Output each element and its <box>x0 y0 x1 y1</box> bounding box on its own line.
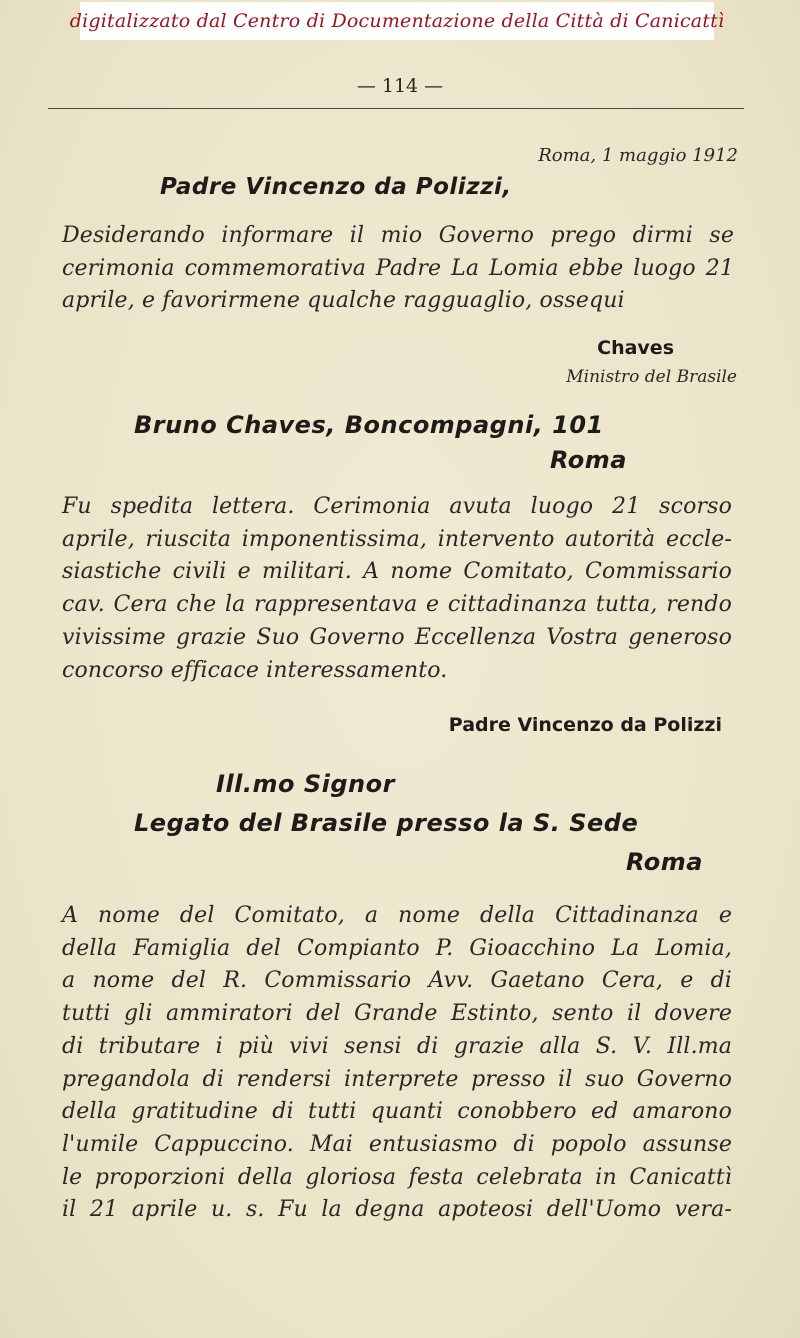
letter1-line: Desiderando informare il mio Governo prego dirmi se <box>62 223 734 248</box>
letter3-body <box>62 900 732 1227</box>
letter1-line: cerimonia commemorativa Padre La Lomia ebbe luogo 21 <box>62 255 734 281</box>
letter1-date: Roma, 1 maggio 1912 <box>538 145 738 166</box>
letter3-salutation: Ill.mo Signor <box>216 770 395 798</box>
letter3-line: di tributare i più vivi sensi di grazie alla S. V. Ill.ma <box>62 1033 732 1059</box>
letter2-line: aprile, riuscita imponentissima, intervento autorità eccle- <box>62 526 732 552</box>
letter3-line: le proporzioni della gloriosa festa celebrata in Canicattì <box>62 1164 732 1190</box>
letter2-line: vivissime grazie Suo Governo Eccellenza Vostra generoso <box>62 624 732 650</box>
letter1-addressee: Padre Vincenzo da Polizzi, <box>160 174 512 200</box>
page-number: — 114 — <box>356 75 444 97</box>
letter3-line: il 21 aprile u. s. Fu la degna apoteosi dell'Uomo vera- <box>62 1197 732 1223</box>
letter1-body <box>62 220 734 318</box>
letter3-line: A nome del Comitato, a nome della Cittadinanza e <box>62 903 732 928</box>
letter2-city: Roma <box>550 446 627 474</box>
letter2-line: siastiche civili e militari. A nome Comitato, Commissario <box>62 559 732 585</box>
digitization-watermark: digitalizzato dal Centro di Documentazione della Città di Canicattì <box>80 2 714 40</box>
letter2-signature: Padre Vincenzo da Polizzi <box>448 714 722 736</box>
letter3-city: Roma <box>626 848 703 876</box>
letter2-address: Bruno Chaves, Boncompagni, 101 <box>134 411 604 439</box>
letter3-line: l'umile Cappuccino. Mai entusiasmo di popolo assunse <box>62 1131 732 1157</box>
letter2-body <box>62 491 732 687</box>
letter1-signature-title: Ministro del Brasile <box>566 367 737 387</box>
letter1-signature: Chaves <box>597 337 674 359</box>
letter2-line: cav. Cera che la rappresentava e cittadinanza tutta, rendo <box>62 592 732 618</box>
letter2-line: Fu spedita lettera. Cerimonia avuta luogo 21 scorso <box>62 494 732 519</box>
letter1-line: aprile, e favorirmene qualche ragguaglio, ossequi <box>62 288 625 314</box>
letter3-line: tutti gli ammiratori del Grande Estinto, sento il dovere <box>62 1001 732 1027</box>
letter3-line: della gratitudine di tutti quanti conobbero ed amarono <box>62 1099 732 1125</box>
letter3-line: della Famiglia del Compianto P. Gioacchino La Lomia, <box>62 935 732 961</box>
letter3-line: pregandola di rendersi interprete presso il suo Governo <box>62 1066 732 1092</box>
letter3-recipient: Legato del Brasile presso la S. Sede <box>134 809 639 837</box>
letter2-line: concorso efficace interessamento. <box>62 657 448 683</box>
letter3-line: a nome del R. Commissario Avv. Gaetano Cera, e di <box>62 968 732 994</box>
header-rule <box>48 108 744 109</box>
